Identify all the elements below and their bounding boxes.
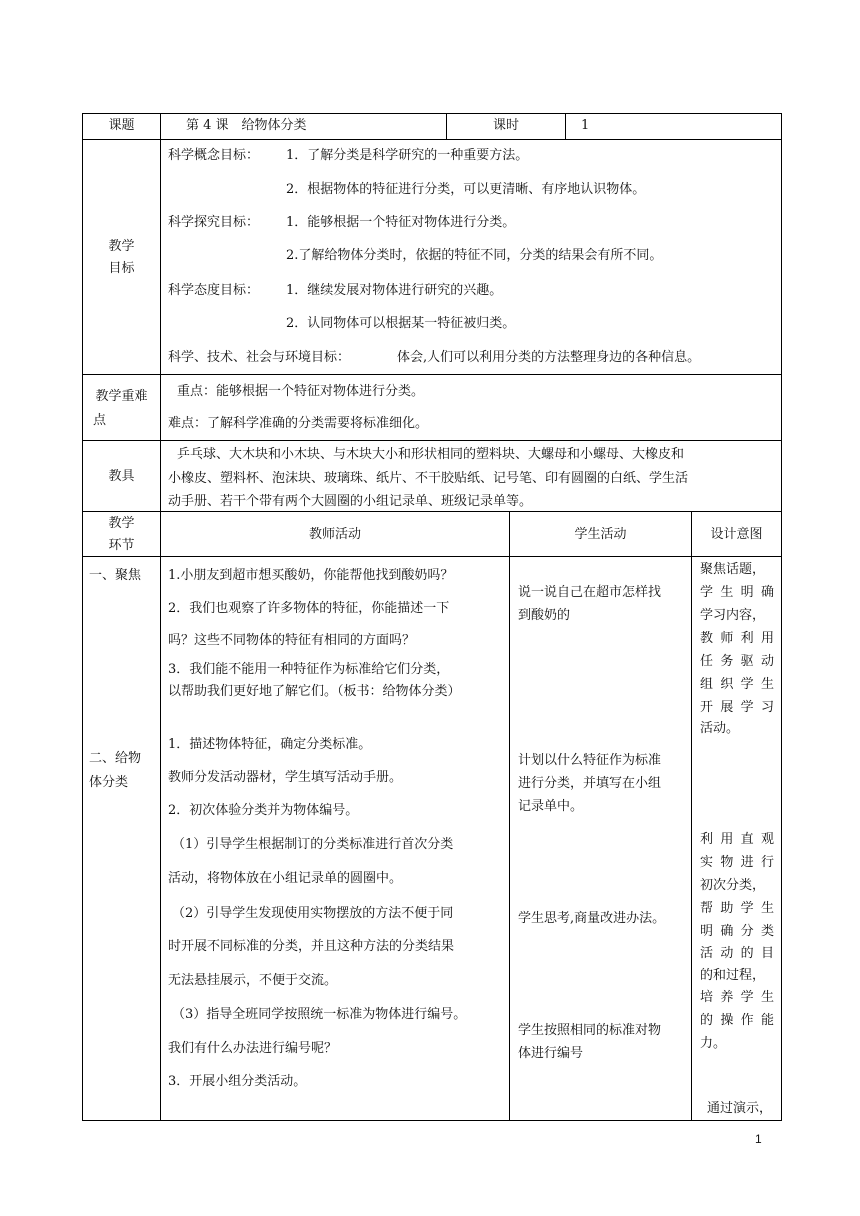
table-col-divider [691,511,692,1121]
teacher-activity-line: 2．我们也观察了许多物体的特征，你能描述一下 [168,601,450,616]
table-row-divider [82,374,782,375]
teacher-activity-line: （2）引导学生发现使用实物摆放的方法不便于同 [172,906,454,921]
design-intent-line: 利用直观 [700,832,774,847]
materials-line: 动手册、若干个带有两个大圆圈的小组记录单、班级记录单等。 [168,494,533,509]
student-activity-line: 计划以什么特征作为标准 [518,753,662,768]
student-activity-line: 学生按照相同的标准对物 [518,1023,662,1038]
key-points-label: 教学重难 [95,389,148,404]
goal-item: 1．了解分类是科学研究的一种重要方法。 [286,148,529,163]
stage-column-header: 教学 [108,516,135,531]
stage-label: 二、给物 [89,751,142,766]
key-point-focus: 重点：能够根据一个特征对物体进行分类。 [177,384,425,399]
goal-item: 2．认同物体可以根据某一特征被归类。 [286,316,516,331]
teacher-activity-line: 以帮助我们更好地了解它们。（板书：给物体分类） [168,684,461,699]
materials-line: 乒乓球、大木块和小木块、与木块大小和形状相同的塑料块、大螺母和小螺母、大橡皮和 [177,447,685,462]
design-intent-line: 聚焦话题， [700,562,766,577]
student-activity-line: 体进行编号 [518,1046,584,1061]
table-border-right [781,113,782,1121]
table-row-divider [82,440,782,441]
teacher-activity-line: 1.小朋友到超市想买酸奶，你能帮他找到酸奶吗？ [168,568,454,583]
student-activity-line: 进行分类，并填写在小组 [518,776,662,791]
teacher-activity-line: （3）指导全班同学按照统一标准为物体进行编号。 [172,1007,467,1022]
design-intent-line: 活动的目 [700,946,774,961]
teacher-activity-line: 无法悬挂展示，不便于交流。 [168,973,338,988]
teacher-activity-line: 活动，将物体放在小组记录单的圆圈中。 [168,871,403,886]
design-intent-line: 开展学习 [700,700,774,715]
teacher-activity-line: 1．描述物体特征，确定分类标准。 [168,737,372,752]
goal-heading: 科学概念目标： [168,148,260,163]
design-intent-line: 通过演示， [707,1101,773,1116]
goals-label: 教学 [108,239,135,254]
design-intent-line: 组织学生 [700,677,774,692]
student-column-header: 学生活动 [574,527,627,542]
table-border-bottom [82,1120,782,1121]
teacher-activity-line: 2．初次体验分类并为物体编号。 [168,803,359,818]
design-intent-line: 帮助学生 [700,901,774,916]
table-col-divider [160,113,161,1121]
design-intent-line: 初次分类， [700,878,766,893]
materials-line: 小橡皮、塑料杯、泡沫块、玻璃珠、纸片、不干胶贴纸、记号笔、印有圆圈的白纸、学生活 [168,471,689,486]
table-row-divider [82,556,782,557]
design-intent-line: 的和过程， [700,968,766,983]
teacher-activity-line: （1）引导学生根据制订的分类标准进行首次分类 [172,837,454,852]
teacher-activity-line: 教师分发活动器材，学生填写活动手册。 [168,770,403,785]
table-row-divider [82,139,782,140]
teacher-activity-line: 3．我们能不能用一种特征作为标准给它们分类， [168,662,450,677]
design-intent-line: 学生明确 [700,585,774,600]
table-border-top [82,113,782,114]
goal-heading: 科学探究目标： [168,215,260,230]
design-intent-line: 教师利用 [700,631,774,646]
design-intent-line: 的操作能 [700,1013,774,1028]
goal-item: 2．根据物体的特征进行分类，可以更清晰、有序地认识物体。 [286,182,646,197]
student-activity-line: 到酸奶的 [518,608,571,623]
table-col-divider [565,113,566,140]
goal-item: 1．继续发展对物体进行研究的兴趣。 [286,283,503,298]
teacher-activity-line: 3．开展小组分类活动。 [168,1074,307,1089]
stage-column-header: 环节 [108,538,135,553]
student-activity-line: 学生思考,商量改进办法。 [518,911,666,926]
design-intent-line: 培养学生 [700,990,774,1005]
teacher-activity-line: 吗？这些不同物体的特征有相同的方面吗？ [168,633,416,648]
page-number: 1 [755,1132,762,1146]
stage-label: 体分类 [89,775,129,790]
materials-label: 教具 [108,469,135,484]
stage-label: 一、聚焦 [89,568,142,583]
student-activity-line: 记录单中。 [518,799,584,814]
design-intent-line: 活动。 [700,721,740,736]
period-value: 1 [581,118,590,133]
design-intent-line: 实物进行 [700,855,774,870]
lesson-title: 第 4 课 给物体分类 [186,118,307,133]
table-row-divider [82,511,782,512]
lesson-label: 课题 [108,118,135,133]
goal-item: 2.了解给物体分类时，依据的特征不同，分类的结果会有所不同。 [286,248,663,263]
goals-label: 目标 [108,261,135,276]
period-label: 课时 [492,118,519,133]
goal-item: 1．能够根据一个特征对物体进行分类。 [286,215,516,230]
goal-heading: 科学态度目标： [168,283,260,298]
table-col-divider [509,511,510,1121]
design-intent-line: 力。 [700,1036,727,1051]
intent-column-header: 设计意图 [710,527,763,542]
teacher-column-header: 教师活动 [308,527,361,542]
key-points-label: 点 [93,413,107,428]
teacher-activity-line: 时开展不同标准的分类，并且这种方法的分类结果 [168,939,455,954]
teacher-activity-line: 我们有什么办法进行编号呢？ [168,1041,338,1056]
design-intent-line: 学习内容， [700,608,766,623]
goal-item: 体会,人们可以利用分类的方法整理身边的各种信息。 [397,350,701,365]
student-activity-line: 说一说自己在超市怎样找 [518,585,662,600]
design-intent-line: 任务驱动 [700,654,774,669]
key-point-difficulty: 难点：了解科学准确的分类需要将标准细化。 [168,416,429,431]
design-intent-line: 明确分类 [700,924,774,939]
goal-heading: 科学、技术、社会与环境目标： [168,350,351,365]
